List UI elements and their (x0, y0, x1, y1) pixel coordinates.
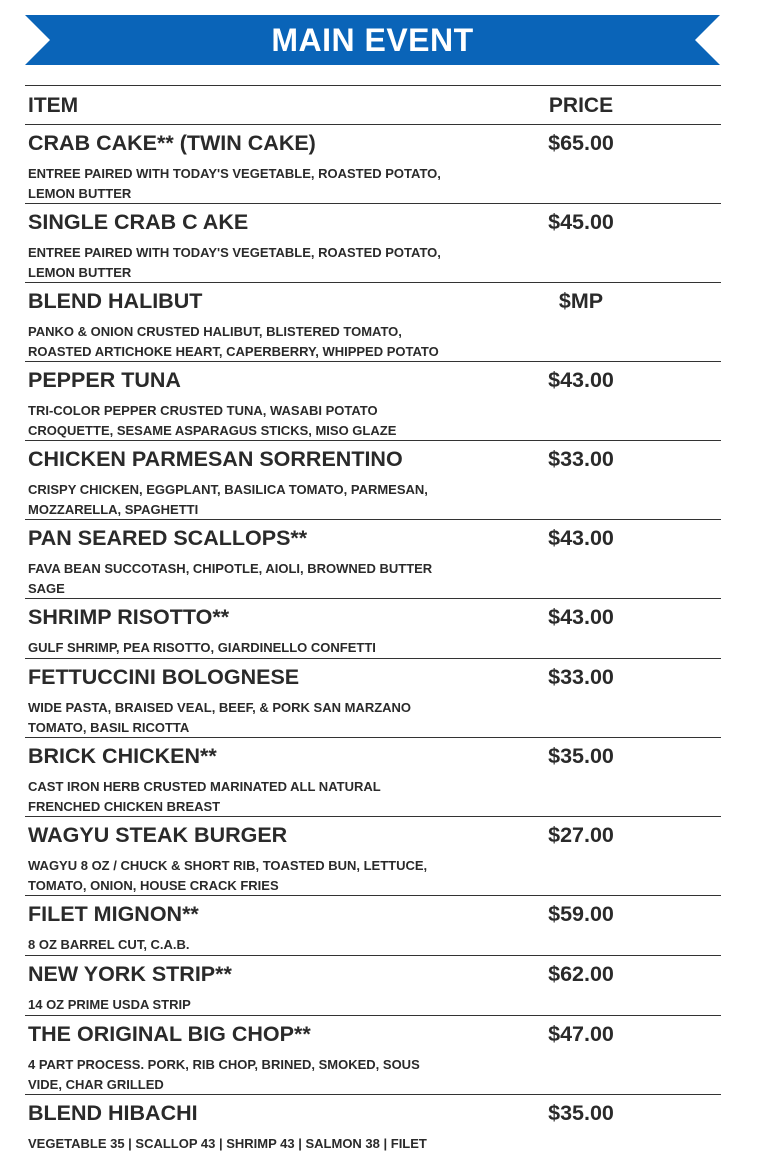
item-name: SINGLE CRAB C AKE (28, 210, 249, 234)
item-description: CRISPY CHICKEN, EGGPLANT, BASILICA TOMATO, PARMESAN, MOZZARELLA, SPAGHETTI (28, 482, 428, 517)
item-price: $33.00 (548, 447, 614, 471)
item-name: THE ORIGINAL BIG CHOP** (28, 1022, 311, 1046)
main-event-banner (25, 15, 720, 65)
menu-item-shrimp-risotto (25, 599, 721, 659)
menu-item-pan-seared-scallops (25, 520, 721, 599)
item-description: 4 PART PROCESS. PORK, RIB CHOP, BRINED, SMOKED, SOUS VIDE, CHAR GRILLED (28, 1057, 420, 1092)
menu-item-chicken-parmesan (25, 441, 721, 520)
item-name: BRICK CHICKEN** (28, 744, 217, 768)
menu-item-crab-cake-twin (25, 125, 721, 204)
item-description: 8 OZ BARREL CUT, C.A.B. (28, 937, 190, 952)
item-price: $35.00 (548, 1101, 614, 1125)
item-name: BLEND HIBACHI (28, 1101, 198, 1125)
item-price: $43.00 (548, 605, 614, 629)
menu-item-brick-chicken (25, 738, 721, 817)
item-price: $43.00 (548, 368, 614, 392)
item-name: CRAB CAKE** (TWIN CAKE) (28, 131, 316, 155)
item-price: $45.00 (548, 210, 614, 234)
item-price: $59.00 (548, 902, 614, 926)
menu-item-fettuccini-bolognese (25, 659, 721, 738)
menu-item-blend-halibut (25, 283, 721, 362)
item-description: ENTREE PAIRED WITH TODAY'S VEGETABLE, ROASTED POTATO, LEMON BUTTER (28, 245, 441, 280)
item-price: $35.00 (548, 744, 614, 768)
menu-item-new-york-strip (25, 956, 721, 1016)
item-description: 14 OZ PRIME USDA STRIP (28, 997, 191, 1012)
item-price: $65.00 (548, 131, 614, 155)
item-price: $47.00 (548, 1022, 614, 1046)
item-column-header: ITEM (28, 94, 79, 117)
menu-table (25, 85, 721, 1155)
item-name: WAGYU STEAK BURGER (28, 823, 288, 847)
item-price: $43.00 (548, 526, 614, 550)
item-description: TRI-COLOR PEPPER CRUSTED TUNA, WASABI POTATO CROQUETTE, SESAME ASPARAGUS STICKS, MISO GLAZE (28, 403, 397, 438)
item-description: WAGYU 8 OZ / CHUCK & SHORT RIB, TOASTED BUN, LETTUCE, TOMATO, ONION, HOUSE CRACK FRIES (28, 858, 428, 893)
item-description: VEGETABLE 35 | SCALLOP 43 | SHRIMP 43 | SALMON 38 | FILET (28, 1136, 427, 1151)
item-price: $27.00 (548, 823, 614, 847)
item-name: FILET MIGNON** (28, 902, 199, 926)
menu-item-wagyu-steak-burger (25, 817, 721, 896)
item-description: WIDE PASTA, BRAISED VEAL, BEEF, & PORK SAN MARZANO TOMATO, BASIL RICOTTA (28, 700, 412, 735)
item-name: PAN SEARED SCALLOPS** (28, 526, 308, 550)
item-description: ENTREE PAIRED WITH TODAY'S VEGETABLE, ROASTED POTATO, LEMON BUTTER (28, 166, 441, 201)
item-description: PANKO & ONION CRUSTED HALIBUT, BLISTERED TOMATO, ROASTED ARTICHOKE HEART, CAPERBERRY, WHIPPED POTATO (28, 324, 439, 359)
menu-item-pepper-tuna (25, 362, 721, 441)
item-price: $62.00 (548, 962, 614, 986)
item-description: CAST IRON HERB CRUSTED MARINATED ALL NATURAL FRENCHED CHICKEN BREAST (28, 779, 381, 814)
item-name: SHRIMP RISOTTO** (28, 605, 230, 629)
table-header (25, 85, 721, 125)
menu-item-single-crab-cake (25, 204, 721, 283)
item-name: BLEND HALIBUT (28, 289, 203, 313)
price-column-header: PRICE (548, 94, 614, 117)
item-name: NEW YORK STRIP** (28, 962, 232, 986)
menu-item-blend-hibachi (25, 1095, 721, 1155)
item-name: CHICKEN PARMESAN SORRENTINO (28, 447, 403, 471)
menu-item-big-chop (25, 1016, 721, 1095)
item-price: $33.00 (548, 665, 614, 689)
item-price: $MP (558, 289, 604, 313)
item-name: PEPPER TUNA (28, 368, 181, 392)
item-description: FAVA BEAN SUCCOTASH, CHIPOTLE, AIOLI, BROWNED BUTTER SAGE (28, 561, 433, 596)
menu-item-filet-mignon (25, 896, 721, 956)
item-description: GULF SHRIMP, PEA RISOTTO, GIARDINELLO CONFETTI (28, 640, 376, 655)
page-title: MAIN EVENT (271, 22, 474, 58)
item-name: FETTUCCINI BOLOGNESE (28, 665, 300, 689)
